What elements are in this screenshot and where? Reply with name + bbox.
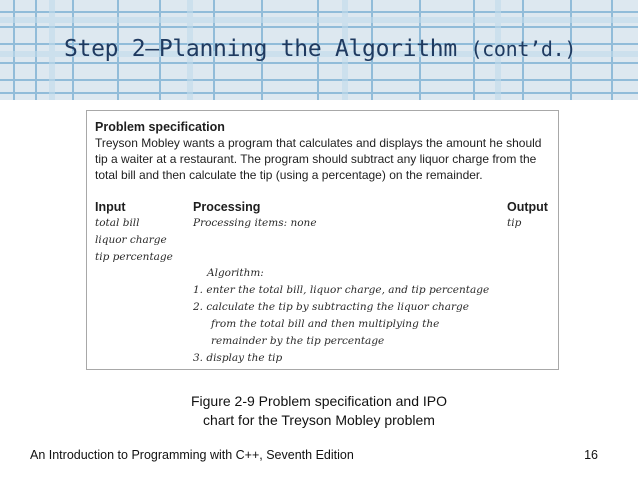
caption-line: chart for the Treyson Mobley problem	[203, 412, 435, 428]
algorithm-step-continued: remainder by the tip percentage	[211, 335, 385, 347]
slide-title-main: Step 2—Planning the Algorithm	[64, 36, 457, 62]
input-item: tip percentage	[95, 251, 173, 263]
slide-title-suffix: (cont’d.)	[470, 37, 577, 61]
processing-heading: Processing	[193, 200, 261, 214]
algorithm-step-continued: from the total bill and then multiplying the	[211, 318, 440, 330]
spec-line: tip a waiter at a restaurant. The program should subtract any liquor charge from the	[95, 152, 537, 166]
header-band	[0, 0, 638, 100]
output-heading: Output	[507, 200, 548, 214]
spec-line: Treyson Mobley wants a program that calculates and displays the amount he should	[95, 136, 542, 150]
caption-line: Figure 2-9 Problem specification and IPO	[190, 393, 447, 409]
algorithm-step: 2. calculate the tip by subtracting the liquor charge	[193, 301, 469, 313]
algorithm-step: 1. enter the total bill, liquor charge, and tip percentage	[193, 284, 490, 296]
slide-title	[64, 36, 576, 62]
algorithm-heading: Algorithm:	[207, 267, 264, 279]
algorithm-step: 3. display the tip	[193, 352, 283, 364]
footer-book-title: An Introduction to Programming with C++, Seventh Edition	[30, 448, 354, 462]
output-item: tip	[507, 217, 522, 229]
input-item: liquor charge	[95, 234, 167, 246]
figure-box	[86, 110, 559, 370]
spec-heading: Problem specification	[95, 120, 225, 134]
input-heading: Input	[95, 200, 126, 214]
page-number: 16	[584, 448, 598, 462]
spec-text	[95, 135, 553, 183]
processing-items: Processing items: none	[193, 217, 317, 229]
spec-line: total bill and then calculate the tip (using a percentage) on the remainder.	[95, 168, 483, 182]
input-item: total bill	[95, 217, 140, 229]
figure-caption	[0, 392, 638, 430]
